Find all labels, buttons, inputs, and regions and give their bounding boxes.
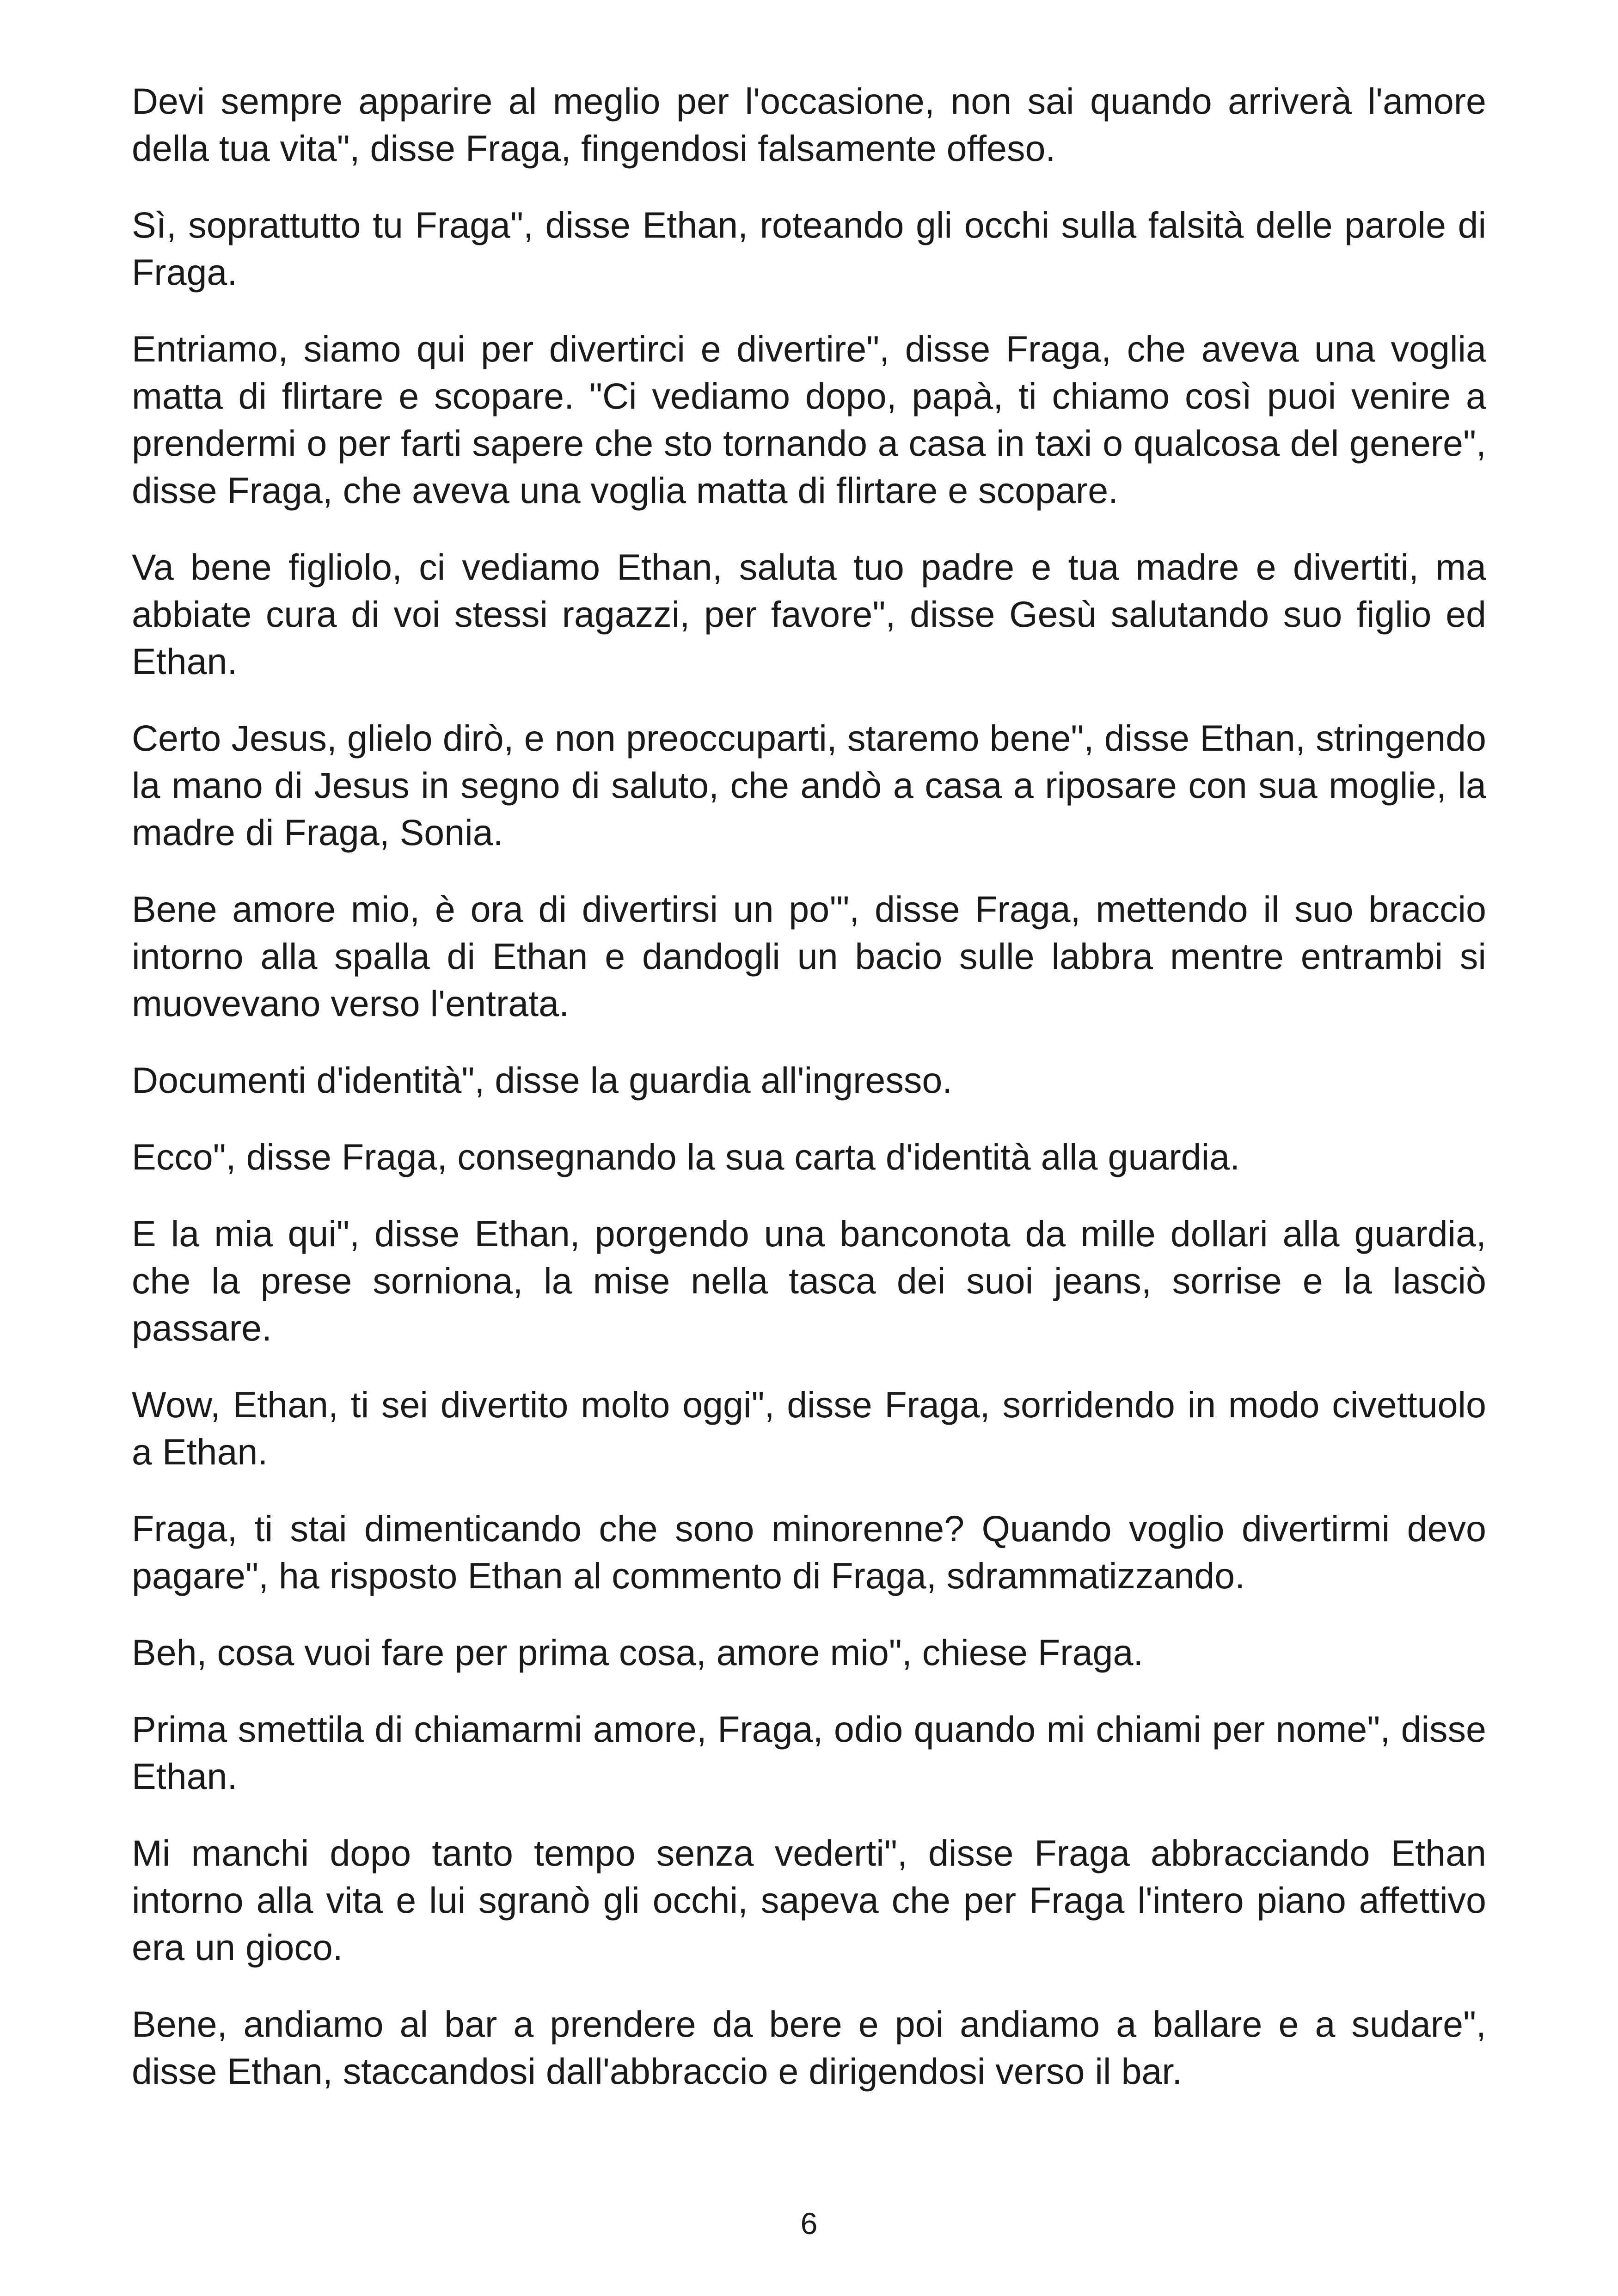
paragraph: Prima smettila di chiamarmi amore, Fraga, odio quando mi chiami per nome", disse Ethan. [132,1708,1486,1797]
paragraph: E la mia qui", disse Ethan, porgendo una banconota da mille dollari alla guardia, che la prese sorniona, la mise nella tasca dei suoi jeans, sorrise e la lasciò passare. [132,1213,1486,1348]
page-number: 6 [800,2206,818,2241]
paragraph: Sì, soprattutto tu Fraga", disse Ethan, roteando gli occhi sulla falsità delle parole di Fraga. [132,204,1486,293]
paragraph: Bene, andiamo al bar a prendere da bere e poi andiamo a ballare e a sudare", disse Ethan, staccandosi dall'abbraccio e dirigendosi verso il bar. [132,2003,1486,2092]
paragraph: Devi sempre apparire al meglio per l'occasione, non sai quando arriverà l'amore della tua vita", disse Fraga, fingendosi falsamente offeso. [132,80,1486,169]
paragraph: Documenti d'identità", disse la guardia all'ingresso. [132,1059,953,1101]
paragraph: Wow, Ethan, ti sei divertito molto oggi", disse Fraga, sorridendo in modo civettuolo a Ethan. [132,1384,1486,1472]
paragraph: Bene amore mio, è ora di divertirsi un po'", disse Fraga, mettendo il suo braccio intorno alla spalla di Ethan e dandogli un bacio sulle labbra mentre entrambi si muovevano verso l'entrata. [132,888,1486,1024]
paragraph: Mi manchi dopo tanto tempo senza vederti", disse Fraga abbracciando Ethan intorno alla vita e lui sgranò gli occhi, sapeva che per Fraga l'intero piano affettivo era un gioco. [132,1832,1486,1968]
paragraph: Ecco", disse Fraga, consegnando la sua carta d'identità alla guardia. [132,1136,1240,1177]
paragraph: Beh, cosa vuoi fare per prima cosa, amore mio", chiese Fraga. [132,1632,1144,1673]
paragraph: Fraga, ti stai dimenticando che sono minorenne? Quando voglio divertirmi devo pagare", ha risposto Ethan al commento di Fraga, sdrammatizzando. [132,1508,1486,1596]
paragraph: Entriamo, siamo qui per divertirci e divertire", disse Fraga, che aveva una voglia matta di flirtare e scopare. "Ci vediamo dopo, papà, ti chiamo così puoi venire a prendermi o per farti sapere che sto tornando a casa in taxi o qualcosa del genere", disse Fraga, che aveva una voglia matta di flirtare e scopare. [132,328,1486,511]
paragraph: Certo Jesus, glielo dirò, e non preoccuparti, staremo bene", disse Ethan, stringendo la mano di Jesus in segno di saluto, che andò a casa a riposare con sua moglie, la madre di Fraga, Sonia. [132,717,1486,853]
paragraph: Va bene figliolo, ci vediamo Ethan, saluta tuo padre e tua madre e divertiti, ma abbiate cura di voi stessi ragazzi, per favore", disse Gesù salutando suo figlio ed Ethan. [132,546,1486,682]
page-body [132,78,1486,2125]
